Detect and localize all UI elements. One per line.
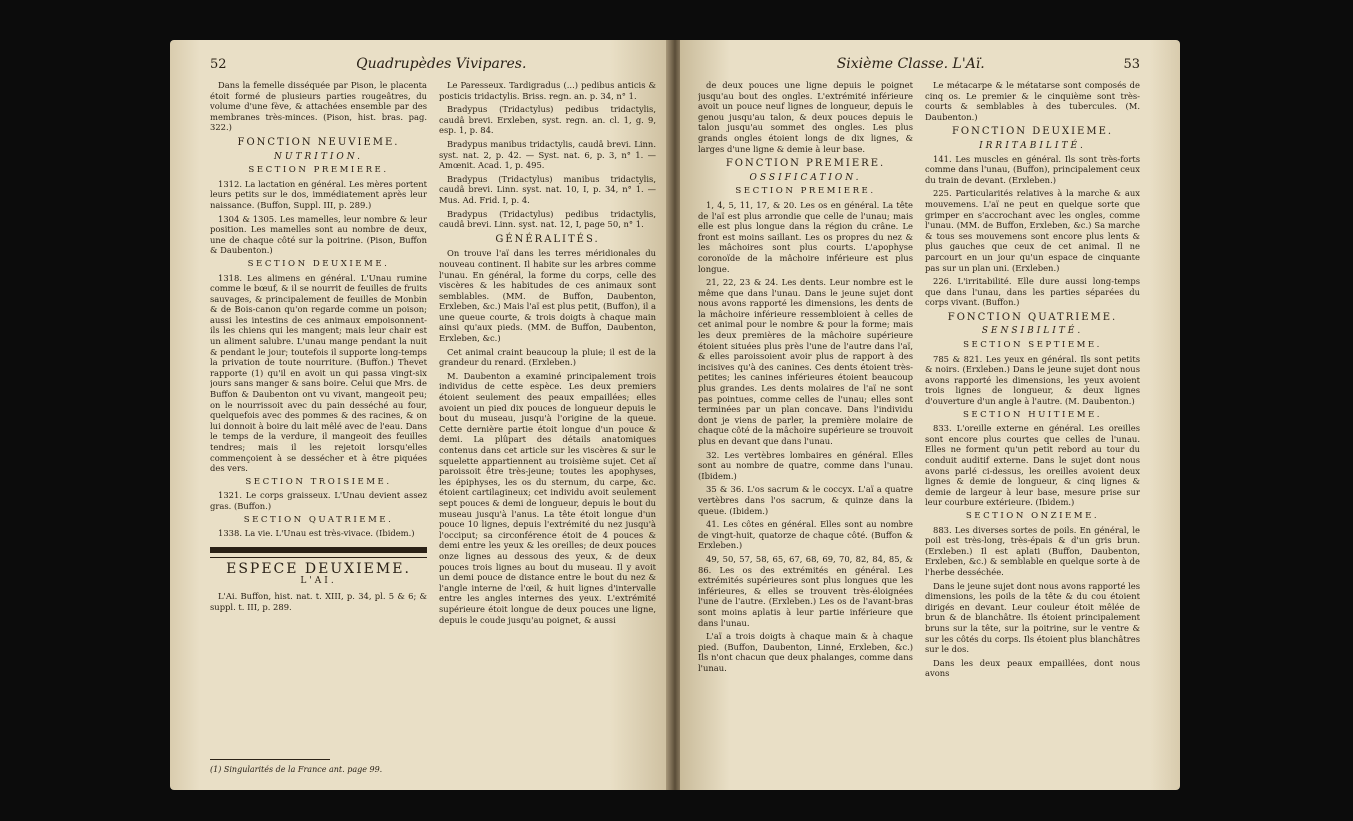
paragraph: 21, 22, 23 & 24. Les dents. Leur nombre est le même que dans l'unau. Dans le jeune sujet dont nous avons rapporté les dimensions, les dents de la mâchoire inférieure ressembloient à celles de cet animal pour le nombre & pour la forme; mais les deux premières de la mâchoire supérieure étoient situées plus près l'une de l'autre dans l'aï, & elles paroissoient avoir plus de rapport à des incisives qu'à des canines. Ces dents étoient très-petites; les canines inférieures étoient beaucoup plus grandes. Les dents molaires de l'aï ne sont pas pointues, comme celles de l'unau; elles sont terminées par un plan concave. Dans l'individu dont je viens de parler, la première molaire de chaque côté de la mâchoire supérieure se trouvoit plus en devant que dans l'unau.	[698, 277, 913, 446]
left-page-number: 52	[210, 57, 227, 72]
heading-nutrition: NUTRITION.	[274, 151, 363, 162]
left-columns	[210, 80, 656, 740]
paragraph: 32. Les vertèbres lombaires en général. Elles sont au nombre de quatre, comme dans l'unau. (Ibidem.)	[698, 449, 913, 481]
paragraph: Bradypus (Tridactylus) pedibus tridactylis, caudâ brevi. Erxleben, syst. regn. an. cl. 1, g. 9, esp. 1, p. 84.	[439, 104, 656, 136]
paragraph: Dans le jeune sujet dont nous avons rapporté les dimensions, les poils de la tête & du cou étoient dirigés en devant. Leur couleur étoit mêlée de brun & de blanchâtre. Ils étoient principalement bruns sur la tête, sur la poitrine, sur le ventre & sur les côtés du corps. Ils étoient plus blanchâtres sur le dos.	[925, 580, 1140, 655]
decorative-rule-thin	[210, 557, 427, 558]
paragraph: Le métacarpe & le métatarse sont composés de cinq os. Le premier & le cinquième sont très-courts & semblables à des tubercules. (M. Daubenton.)	[925, 80, 1140, 122]
paragraph: L'Ai. Buffon, hist. nat. t. XIII, p. 34, pl. 5 & 6; & suppl. t. III, p. 289.	[210, 590, 427, 612]
paragraph: On trouve l'aï dans les terres méridionales du nouveau continent. Il habite sur les arbres comme l'unau. En général, la forme du corps, celle des viscères & les habitudes de ces animaux sont semblables. (MM. de Buffon, Daubenton, Erxleben, &c.) Mais l'aï est plus petit, (Buffon), il a une queue courte, & trois doigts à chaque main ainsi qu'aux pieds. (MM. de Buffon, Daubenton, Erxleben, &c.)	[439, 248, 656, 344]
heading-ossification: OSSIFICATION.	[749, 172, 862, 183]
paragraph: 141. Les muscles en général. Ils sont très-forts comme dans l'unau, (Buffon), principalement ceux du train de devant. (Erxleben.)	[925, 153, 1140, 185]
footnote-rule	[210, 759, 330, 760]
paragraph: Bradypus (Tridactylus) pedibus tridactylis, caudâ brevi. Linn. syst. nat. 12, I, page 50, n° 1.	[439, 208, 656, 230]
left-running-title: Quadrupèdes Vivipares.	[356, 56, 527, 72]
left-column-2	[439, 80, 656, 740]
open-book	[170, 40, 1180, 790]
paragraph: 225. Particularités relatives à la marche & aux mouvemens. L'aï ne peut en quelque sorte que grimper en s'accrochant avec les ongles, comme l'unau. (MM. de Buffon, Erxleben, &c.) Sa marche & tous ses mouvemens sont encore plus lents & plus gauches que ceux de cet animal. Il ne parcourt en un jour qu'un espace de cinquante pas sur un plan uni. (Erxleben.)	[925, 188, 1140, 273]
paragraph: de deux pouces une ligne depuis le poignet jusqu'au bout des ongles. L'extrémité inférieure avoit un pouce neuf lignes de longueur, depuis le genou jusqu'au talon, & deux pouces depuis le talon jusqu'au sommet des ongles. Les plus grands ongles étoient longs de dix lignes, & larges d'une ligne & demie à leur base.	[698, 80, 913, 154]
heading-section-premiere: SECTION PREMIERE.	[735, 186, 876, 197]
right-column-1	[698, 80, 913, 740]
heading-section-premiere: SECTION PREMIERE.	[248, 165, 389, 176]
paragraph: 35 & 36. L'os sacrum & le coccyx. L'aï a quatre vertèbres dans l'os sacrum, & quinze dans la queue. (Ibidem.)	[698, 484, 913, 516]
decorative-rule	[210, 547, 427, 553]
heading-section-troisieme: SECTION TROISIEME.	[245, 476, 392, 487]
paragraph: 49, 50, 57, 58, 65, 67, 68, 69, 70, 82, 84, 85, & 86. Les os des extrémités en général. Les extrémités supérieures sont plus longues que les inférieures, & elles se trouvent très-éloignées l'une de l'autre. (Erxleben.) Les os de l'avant-bras sont moins aplatis à leur partie inférieure que dans l'unau.	[698, 553, 913, 628]
right-page	[680, 40, 1180, 790]
heading-section-huitieme: SECTION HUITIEME.	[963, 409, 1102, 420]
heading-espece-deuxieme: ESPECE DEUXIEME.	[226, 560, 411, 577]
paragraph: 1, 4, 5, 11, 17, & 20. Les os en général. La tête de l'aï est plus arrondie que celle de l'unau; mais elle est plus longue dans la région du crâne. Le front est moins saillant. Les os propres du nez & les mâchoires sont plus courts. L'apophyse coronoïde de la mâchoire inférieure est plus longue.	[698, 199, 913, 274]
paragraph: 883. Les diverses sortes de poils. En général, le poil est très-long, très-épais & d'un gris brun. (Erxleben.) Il est aplati (Buffon, Daubenton, Erxleben, &c.) & semblable en quelque sorte à de l'herbe desséchée.	[925, 524, 1140, 577]
paragraph: Le Paresseux. Tardigradus (...) pedibus anticis & posticis tridactylis. Briss. regn. an. p. 34, n° 1.	[439, 80, 656, 101]
heading-section-septieme: SECTION SEPTIEME.	[963, 340, 1102, 351]
right-columns	[698, 80, 1140, 740]
paragraph: 1304 & 1305. Les mamelles, leur nombre & leur position. Les mamelles sont au nombre de deux, une de chaque côté sur la poitrine. (Pison, Buffon & Daubenton.)	[210, 213, 427, 256]
right-page-number: 53	[1123, 57, 1140, 72]
paragraph: 785 & 821. Les yeux en général. Ils sont petits & noirs. (Erxleben.) Dans le jeune sujet dont nous avons rapporté les dimensions, les yeux avoient trois lignes de longueur, & deux lignes d'ouverture d'un angle à l'autre. (M. Daubenton.)	[925, 353, 1140, 407]
paragraph: Dans les deux peaux empaillées, dont nous avons	[925, 657, 1140, 679]
paragraph: 1338. La vie. L'Unau est très-vivace. (Ibidem.)	[218, 528, 415, 539]
paragraph: L'aï a trois doigts à chaque main & à chaque pied. (Buffon, Daubenton, Linné, Erxleben, &c.) Ils n'ont chacun que deux phalanges, comme dans l'unau.	[698, 631, 913, 673]
heading-fonction-neuvieme: FONCTION NEUVIEME.	[237, 136, 400, 148]
left-running-head	[210, 56, 656, 72]
paragraph: Cet animal craint beaucoup la pluie; il est de la grandeur du renard. (Erxleben.)	[439, 346, 656, 368]
heading-section-onzieme: SECTION ONZIEME.	[965, 510, 1100, 521]
heading-irritabilite: IRRITABILITÉ.	[979, 140, 1086, 151]
paragraph: Bradypus (Tridactylus) manibus tridactylis, caudâ brevi. Linn. syst. nat. 10, I, p. 34, n° 1. — Mus. Ad. Frid. I, p. 4.	[439, 173, 656, 205]
left-column-1	[210, 80, 427, 740]
heading-species-name: L'AI.	[300, 576, 337, 587]
heading-section-deuxieme: SECTION DEUXIEME.	[247, 258, 390, 269]
heading-fonction-deuxieme: FONCTION DEUXIEME.	[951, 126, 1114, 138]
paragraph: 833. L'oreille externe en général. Les oreilles sont encore plus courtes que celles de l'unau. Elles ne forment qu'un petit rebord au tour du conduit auditif externe. Dans le sujet dont nous avons parlé ci-dessus, les oreilles avoient deux lignes & demie de longueur, & cinq lignes & demie de largeur à leur base, mesure prise sur leur courbure extérieure. (Ibidem.)	[925, 423, 1140, 508]
paragraph: 226. L'irritabilité. Elle dure aussi long-temps que dans l'unau, dans les parties séparées du corps vivant. (Buffon.)	[925, 276, 1140, 308]
heading-fonction-quatrieme: FONCTION QUATRIEME.	[947, 311, 1118, 323]
heading-generalites: GÉNÉRALITÉS.	[495, 233, 600, 245]
paragraph: M. Daubenton a examiné principalement trois individus de cette espèce. Les deux premiers étoient seulement des peaux empaillées; elles avoient un pied dix pouces de longueur depuis le bout du museau, jusqu'à l'origine de la queue. Cette dernière partie étoit longue d'un pouce & demi. La plûpart des détails anatomiques contenus dans cet article sur les viscères & sur le squelette appartiennent au troisième sujet. Cet aï paroissoit être très-jeune; toutes les apophyses, les épiphyses, les os du sternum, du carpe, &c. étoient cartilagineux; cet individu avoit seulement sept pouces & demi de longueur, depuis le bout du museau jusqu'à l'anus. La tête étoit longue d'un pouce 10 lignes, depuis l'extrémité du nez jusqu'à l'occiput; sa circonférence étoit de 4 pouces & demi entre les yeux & les oreilles; de deux pouces onze lignes au dessous des yeux, & de deux pouces trois lignes au bout du museau. Il y avoit un demi pouce de distance entre le bout du nez & l'angle interne de l'œil, & huit lignes d'intervalle entre les angles internes des yeux. L'extrémité supérieure étoit longue de deux pouces une ligne, depuis le coude jusqu'au poignet, & aussi	[439, 370, 656, 625]
paragraph: 1321. Le corps graisseux. L'Unau devient assez gras. (Buffon.)	[210, 490, 427, 511]
heading-section-quatrieme: SECTION QUATRIEME.	[243, 514, 394, 525]
heading-sensibilite: SENSIBILITÉ.	[981, 326, 1084, 337]
paragraph: Dans la femelle disséquée par Pison, le placenta étoit formé de plusieurs parties rougeâtres, du volume d'une fève, & attachées ensemble par des membranes très-minces. (Pison, hist. bras. pag. 322.)	[210, 80, 427, 133]
paragraph: Bradypus manibus tridactylis, caudâ brevi. Linn. syst. nat. 2, p. 42. — Syst. nat. 6, p. 3, n° 1. — Amœnit. Acad. 1, p. 495.	[439, 138, 656, 171]
right-running-head	[698, 56, 1140, 72]
right-running-title: Sixième Classe. L'Aï.	[836, 56, 985, 72]
right-column-2	[925, 80, 1140, 740]
paragraph: 1312. La lactation en général. Les mères portent leurs petits sur le dos, immédiatement après leur naissance. (Buffon, Suppl. III, p. 289.)	[210, 178, 427, 210]
footnote: (1) Singularités de la France ant. page 99.	[210, 765, 383, 774]
left-page	[170, 40, 670, 790]
paragraph: 41. Les côtes en général. Elles sont au nombre de vingt-huit, quatorze de chaque côté. (Buffon & Erxleben.)	[698, 519, 913, 551]
heading-fonction-premiere: FONCTION PREMIERE.	[725, 158, 886, 170]
paragraph: 1318. Les alimens en général. L'Unau rumine comme le bœuf, & il se nourrit de feuilles de fruits sauvages, & principalement de feuilles de Monbin & de Bois-canon qu'on regarde comme un poison; aussi les intestins de ces animaux empoisonnent-ils les chiens qui les mangent; mais leur chair est un aliment salubre. L'unau mange pendant la nuit & pendant le jour; toutefois il supporte long-temps la privation de toute nourriture. (Buffon.) Thevet rapporte (1) qu'il en avoit un qui passa vingt-six jours sans manger & sans boire. Celui que Mrs. de Buffon & Daubenton ont vu vivant, mangeoit peu; on le nourrissoit avec du pain desséché au four, quelquefois avec des pommes & des racines, & on lui donnoit à boire du lait mêlé avec de l'eau. Dans le temps de la verdure, il mangeoit des feuilles tendres; mais il les rejetoit lorsqu'elles commençoient à se dessécher et à être piquées des vers.	[210, 272, 427, 474]
